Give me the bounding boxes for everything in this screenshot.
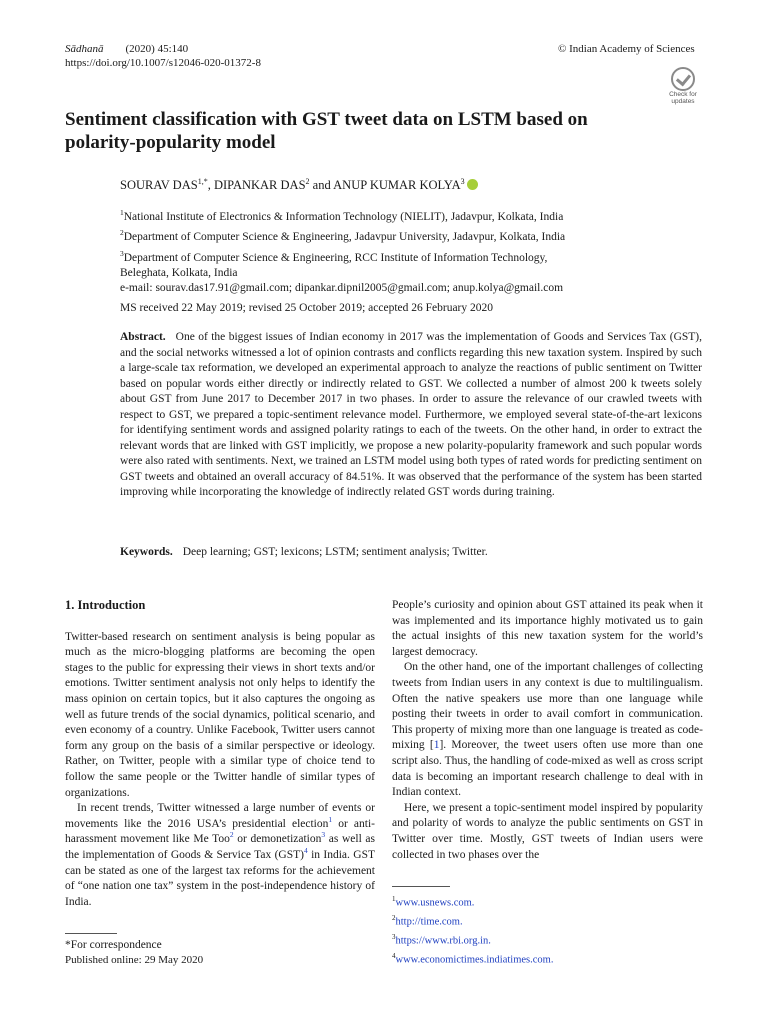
p2-part-e: in India. GST can be stated as one of the largest tax reforms for the achievement of “one nation one tax” system in the post-independence history of India. [65, 848, 375, 908]
footnote-ref-1[interactable]: 1 [328, 814, 333, 824]
footnote-3-num: 3 [392, 933, 396, 941]
keywords-text: Deep learning; GST; lexicons; LSTM; sentiment analysis; Twitter. [182, 546, 488, 558]
received-dates: MS received 22 May 2019; revised 25 October 2019; accepted 26 February 2020 [120, 302, 494, 314]
right-paragraph-2 [392, 660, 703, 800]
affiliations [120, 205, 710, 297]
rp2-part-b: ]. Moreover, the tweet users often use more than one script also. Thus, the handling of code-mixed as well as cross script data is becoming an important research challenge to deal with in Indian context. [392, 739, 703, 799]
footnote-2-link[interactable]: http://time.com. [395, 916, 463, 928]
abstract-text: One of the biggest issues of Indian economy in 2017 was the implementation of Goods and Services Tax (GST), and the social networks witnessed a lot of opinion contrasts and conflicts regarding this new taxation system. Inspired by such a large-scale tax reformation, we developed an experimental approach to analyze the reactions of public sentiment on Twitter based on popular words either directly or indirectly related to GST. We collected a number of almost 200 k tweets solely about GST from June 2017 to December 2017 in two phases. In order to assure the relevance of our crawled tweets with respect to GST, we prepared a topic-sentiment relevance model. Furthermore, we employed several state-of-the-art lexicons for identifying sentiment words and assigned polarity ratings to each of the tweets. On the other hand, in order to extract the relevant words that are linked with GST implicitly, we propose a new polarity-popularity framework and such popular words were also rated with sentiments. Next, we trained an LSTM model using both types of rated words for predicting sentiment on GST tweets and obtained an overall accuracy of 84.51%. It was observed that the performance of the system has been started improving while incorporating the knowledge of indirectly related GST words during training. [120, 331, 702, 498]
badge-text-2: updates [671, 98, 695, 105]
affil-2: Department of Computer Science & Engineering, Jadavpur University, Jadavpur, Kolkata, India [123, 231, 566, 244]
doi-link[interactable]: https://doi.org/10.1007/s12046-020-01372-8 [65, 57, 261, 69]
footnote-ref-4[interactable]: 4 [304, 846, 308, 856]
footnote-1 [392, 892, 553, 911]
keywords [120, 545, 488, 560]
abstract [120, 330, 702, 501]
footnote-4-link[interactable]: www.economictimes.indiatimes.com. [395, 954, 554, 966]
author-3: ANUP KUMAR KOLYA [333, 178, 461, 193]
footnote-1-num: 1 [392, 895, 396, 903]
affil-1: National Institute of Electronics & Information Technology (NIELIT), Jadavpur, Kolkata, India [123, 210, 564, 223]
correspondence-divider [65, 933, 117, 934]
keywords-label: Keywords. [120, 546, 173, 558]
published-date: Published online: 29 May 2020 [65, 954, 204, 966]
affil-3-cont: Beleghata, Kolkata, India [120, 266, 238, 279]
footnote-4 [392, 949, 553, 968]
footnote-3-link[interactable]: https://www.rbi.org.in. [395, 935, 491, 947]
intro-paragraph-1: Twitter-based research on sentiment analysis is being popular as much as the micro-blogging platforms are becoming the open stages to the public for expressing their views in short texts and/or emotions. Twitter sentiment analysis not only helps to identify the mass opinion on certain topics, but it also captures the ongoing as well as future trends of the social dynamics, political scenario, and even economy of a country. Unlike Facebook, Twitter users cannot form any group on the basis of a similar perspective or ideology. Rather, on Twitter, people with a similar type of choice tend to follow the same people or the Twitter handle of similar types of organizations. [65, 630, 375, 799]
rp2-part-a: On the other hand, one of the important challenges of collecting tweets from Indian users in any context is due to multilingualism. Often the native speakers use more than one language while posting their tweets in order to avail comfort in communication. This property of mixing more than one language is treated as code-mixing [ [392, 661, 703, 752]
footnote-4-num: 4 [392, 952, 396, 960]
right-column [392, 598, 703, 863]
footnote-ref-2[interactable]: 2 [229, 830, 234, 840]
journal-name: Sādhanā [65, 43, 104, 55]
affil-1-num: 1 [120, 208, 124, 217]
author-2-sup: 2 [305, 177, 310, 186]
left-column [65, 598, 375, 910]
author-sep: , [207, 178, 214, 193]
section-heading: 1. Introduction [65, 598, 146, 612]
affil-3-num: 3 [120, 248, 124, 258]
author-2: DIPANKAR DAS [213, 178, 306, 193]
footnote-2-num: 2 [392, 914, 396, 922]
author-and: and [309, 178, 334, 193]
orcid-icon[interactable] [467, 179, 478, 190]
footnote-1-link[interactable]: www.usnews.com. [395, 897, 475, 909]
paper-title: Sentiment classification with GST tweet data on LSTM based on polarity-popularity model [65, 109, 588, 153]
citation-ref-1[interactable]: 1 [433, 739, 440, 752]
check-for-updates-badge[interactable] [664, 67, 702, 105]
footnote-2 [392, 911, 553, 930]
check-updates-icon [671, 67, 695, 91]
badge-text-1: Check for [669, 91, 697, 98]
footnotes [392, 892, 553, 968]
right-paragraph-1: People’s curiosity and opinion about GST attained its peak when it was implemented and its importance highly motivated us to gain the actual insights of this new taxation system for the world’s largest democracy. [392, 599, 703, 658]
correspondence-note: *For correspondence [65, 939, 162, 951]
footnote-3 [392, 930, 553, 949]
author-3-sup: 3 [460, 177, 465, 186]
journal-header [65, 42, 261, 70]
p2-part-b: or anti-harassment movement like Me Too [65, 817, 376, 846]
p2-part-c: or demonetization [233, 833, 322, 846]
right-paragraph-3: Here, we present a topic-sentiment model inspired by popularity and polarity of words to analyze the public sentiments on GST in Twitter over time. Mostly, GST tweets of Indian users were collected in two phases over the [392, 801, 703, 861]
affil-3: Department of Computer Science & Engineering, RCC Institute of Information Technology, [123, 251, 548, 264]
affil-2-num: 2 [120, 228, 124, 238]
p2-part-a: In recent trends, Twitter witnessed a large number of events or movements like the 2016 USA’s presidential election [65, 802, 375, 830]
author-list [120, 174, 478, 193]
footnote-ref-3[interactable]: 3 [321, 830, 326, 840]
footnote-divider [392, 886, 450, 887]
intro-paragraph-2 [65, 801, 375, 910]
publisher-name: © Indian Academy of Sciences [558, 43, 695, 55]
volume-info: (2020) 45:140 [125, 43, 189, 55]
author-1: SOURAV DAS [120, 178, 198, 193]
abstract-label: Abstract. [120, 331, 166, 343]
email-line: e-mail: sourav.das17.91@gmail.com; dipankar.dipnil2005@gmail.com; anup.kolya@gmail.com [120, 282, 564, 295]
p2-part-d: as well as the implementation of Goods & Service Tax (GST) [65, 833, 375, 861]
author-1-sup: 1,* [197, 177, 208, 186]
